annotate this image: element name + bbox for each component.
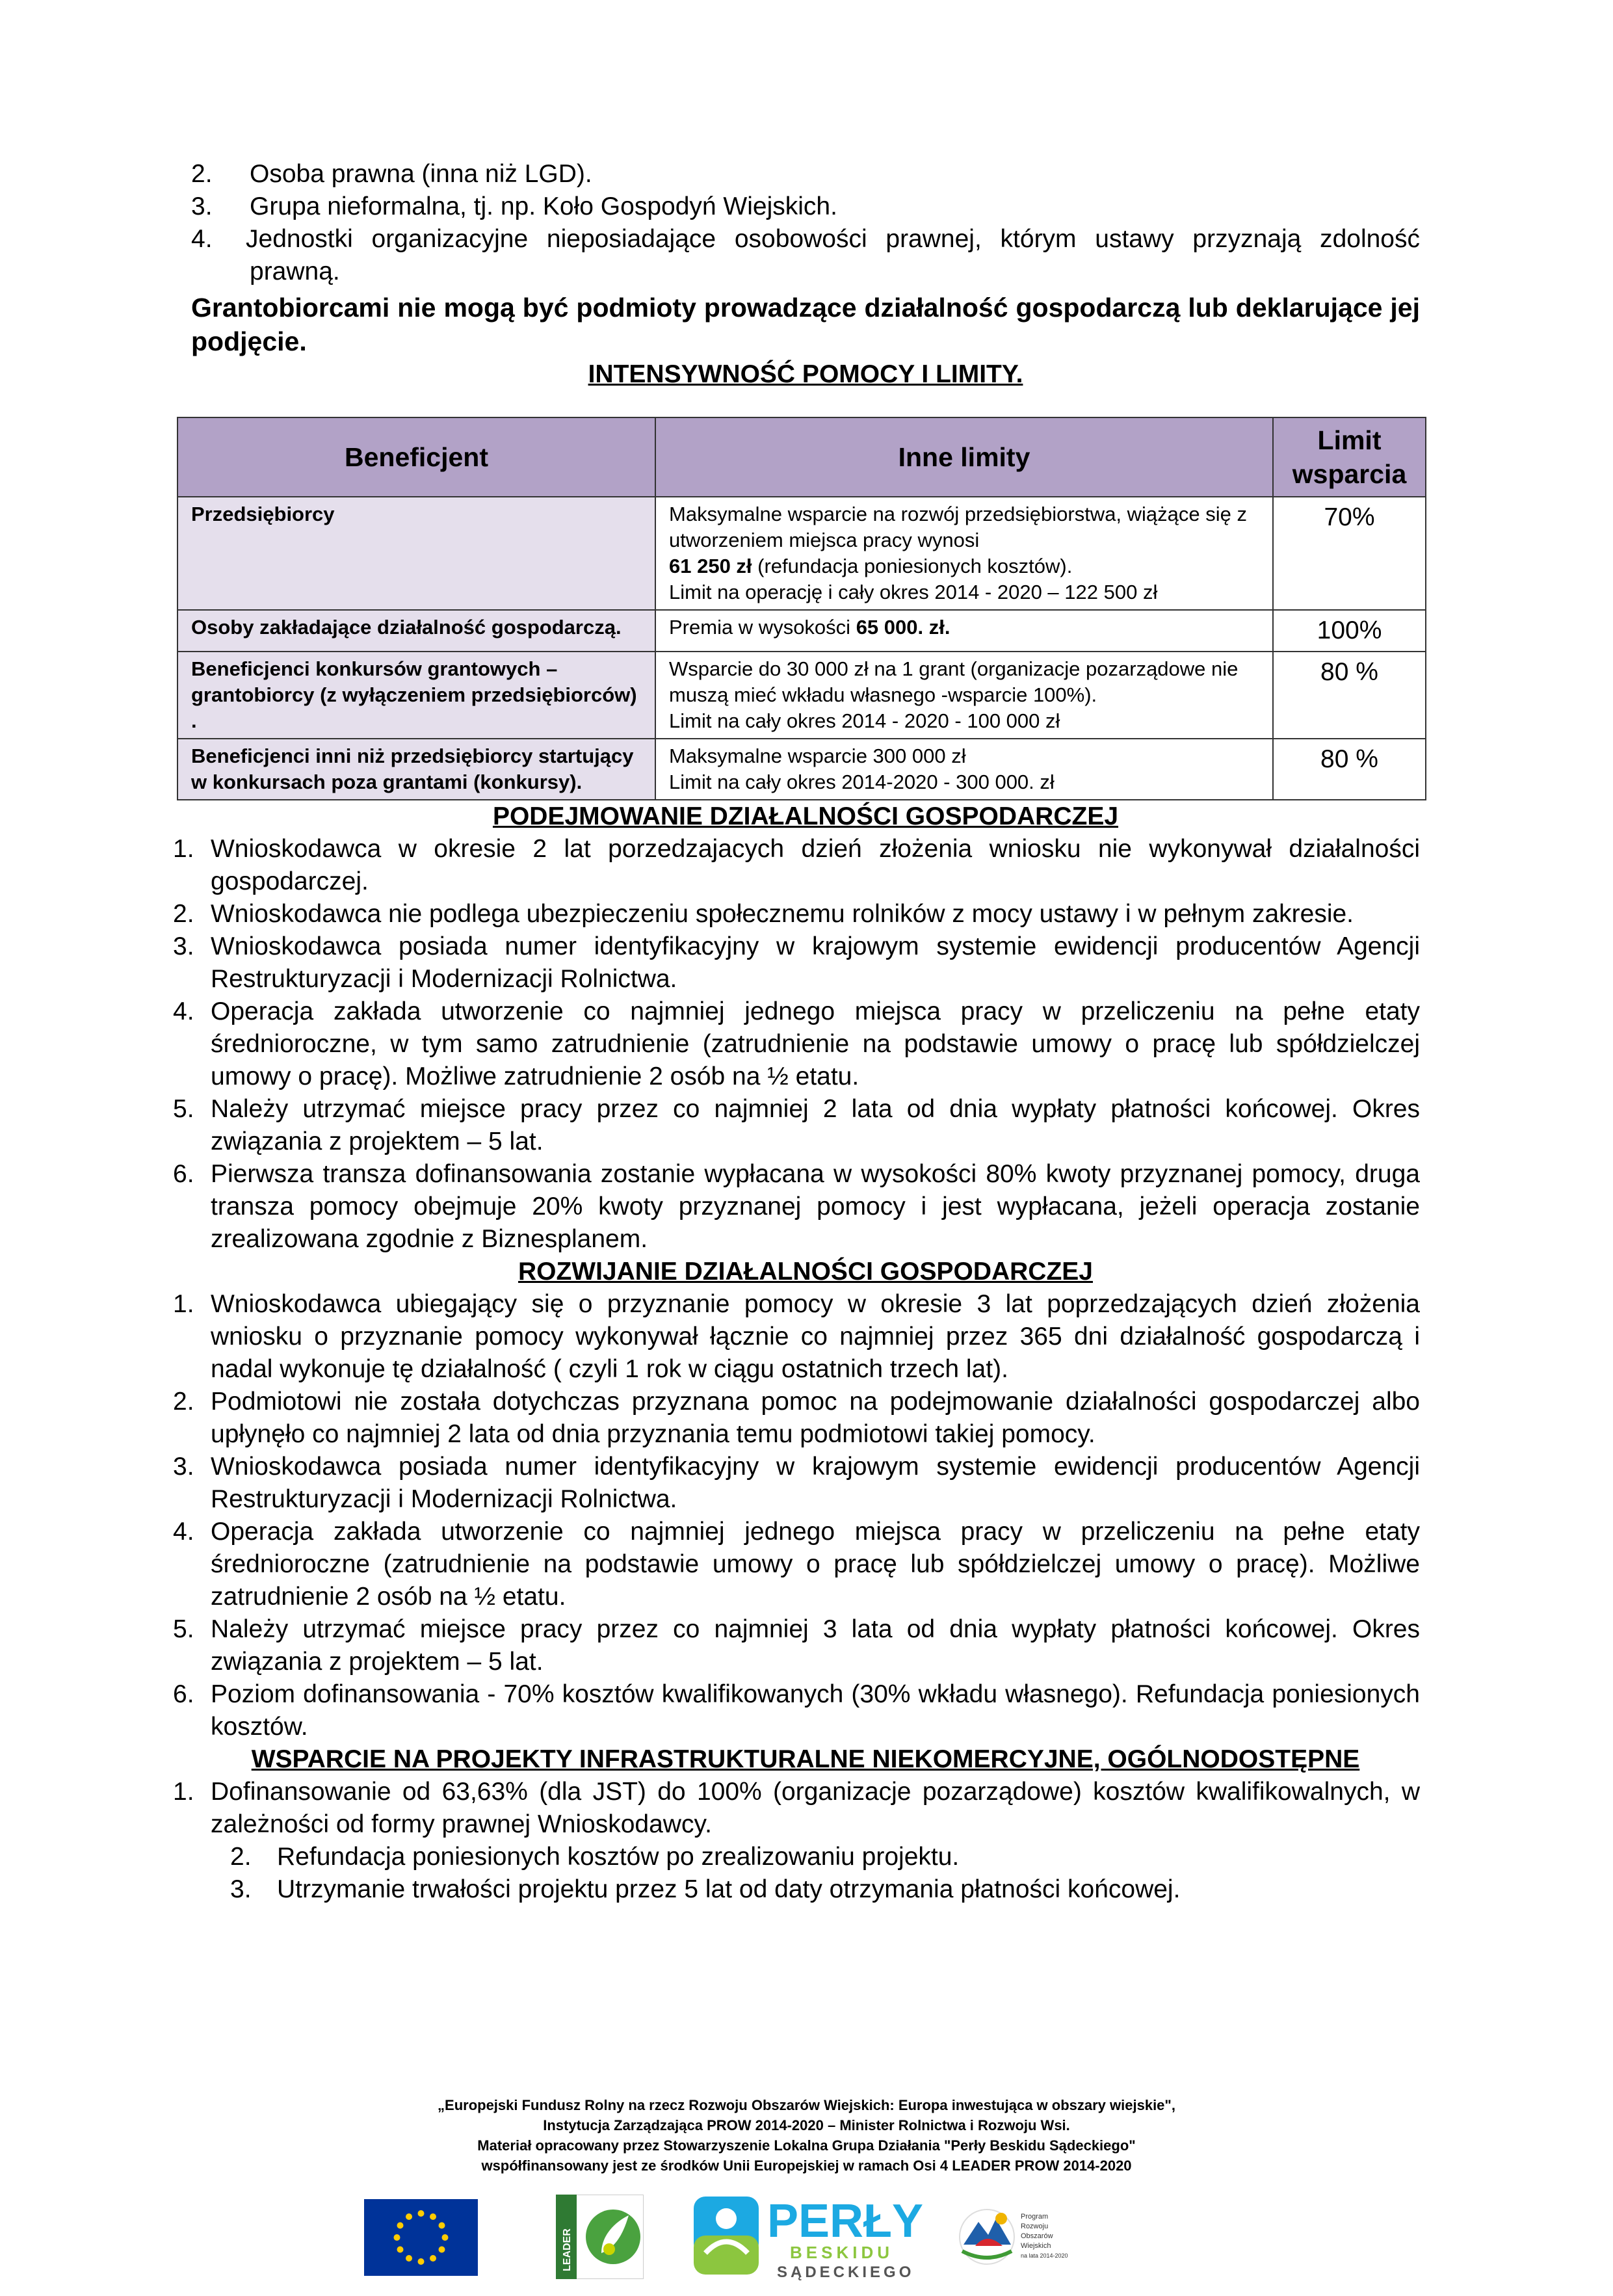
section3-list (173, 1776, 1420, 1841)
grant-note: Grantobiorcami nie mogą być podmioty prowadzące działalność gospodarczą lub deklarujące jej podjęcie. (191, 293, 1420, 356)
section2-list (173, 1288, 1420, 1743)
list-item (173, 1093, 1420, 1158)
list-item (173, 996, 1420, 1093)
list-item (173, 1158, 1420, 1256)
list-number: 3. (230, 1875, 252, 1903)
list-number: 3. (173, 1453, 194, 1481)
list-number: 1. (173, 1778, 194, 1806)
list-text: Poziom dofinansowania - 70% kosztów kwalifikowanych (30% wkładu własnego). Refundacja poniesionych kosztów. (211, 1680, 1420, 1741)
limits-cell (655, 610, 1273, 652)
limits-text: Maksymalne wsparcie 300 000 zł (669, 745, 966, 767)
list-item (173, 1386, 1420, 1451)
list-text: Jednostki organizacyjne nieposiadające osobowości prawnej, którym ustawy przyznają zdolność prawną. (246, 225, 1420, 285)
list-text: Wnioskodawca posiada numer identyfikacyjny w krajowym systemie ewidencji producentów Agencji Restrukturyzacji i Modernizacji Rolnictwa. (211, 932, 1420, 993)
list-item (191, 191, 1420, 223)
list-number: 4. (191, 225, 213, 253)
list-number: 2. (191, 160, 213, 188)
list-item (173, 833, 1420, 898)
support-limit-cell: 100% (1273, 610, 1426, 652)
limits-amount: 61 250 zł (669, 555, 752, 577)
section3-indented-list (230, 1841, 1420, 1906)
limits-cell (655, 739, 1273, 800)
perly-subtitle-2: SĄDECKIEGO (777, 2263, 915, 2281)
table-row (177, 610, 1426, 652)
list-item (191, 158, 1420, 191)
prow-label-line: Obszarów (1021, 2232, 1053, 2240)
list-text: Podmiotowi nie została dotychczas przyznana pomoc na podejmowanie działalności gospodarczej albo upłynęło co najmniej 2 lata od dnia przyznania temu podmiotowi takiej pomocy. (211, 1388, 1420, 1448)
table-row (177, 497, 1426, 610)
list-item (173, 1288, 1420, 1386)
prow-logo (956, 2199, 1079, 2274)
limits-text: Limit na cały okres 2014 - 2020 - 100 000 zł (669, 709, 1060, 732)
list-text: Pierwsza transza dofinansowania zostanie wypłacana w wysokości 80% kwoty przyznanej pomocy, druga transza pomocy obejmuje 20% kwoty przyznanej pomocy i jest wypłacana, jeżeli operacja zostanie zrealizowana zgodnie z Biznesplanem. (211, 1160, 1420, 1253)
limits-text: (refundacja poniesionych kosztów). (752, 555, 1073, 577)
section-heading: ROZWIJANIE DZIAŁALNOŚCI GOSPODARCZEJ (518, 1258, 1094, 1286)
list-number: 2. (173, 1388, 194, 1416)
section1-list (173, 833, 1420, 1256)
list-text: Wnioskodawca posiada numer identyfikacyjny w krajowym systemie ewidencji producentów Agencji Restrukturyzacji i Modernizacji Rolnictwa. (211, 1453, 1420, 1513)
table-heading: INTENSYWNOŚĆ POMOCY I LIMITY. (588, 360, 1023, 388)
list-text: Operacja zakłada utworzenie co najmniej jednego miejsca pracy w przeliczeniu na pełne etaty średnioroczne (zatrudnienie na podstawie umowy o pracę lub spółdzielczej umowy o pracę). Możliwe zatrudnienie 2 osób na ½ etatu. (211, 1518, 1420, 1611)
list-item (173, 1678, 1420, 1743)
list-item (191, 223, 1420, 288)
list-number: 4. (173, 997, 194, 1025)
table-header-row (177, 417, 1426, 497)
footer (0, 2095, 1613, 2176)
list-number: 3. (173, 932, 194, 960)
list-text: Należy utrzymać miejsce pracy przez co najmniej 2 lata od dnia wypłaty płatności końcowej. Okres związania z projektem – 5 lat. (211, 1095, 1420, 1155)
list-text: Utrzymanie trwałości projektu przez 5 lat od daty otrzymania płatności końcowej. (277, 1875, 1181, 1903)
list-number: 2. (230, 1843, 252, 1871)
limits-text: Limit na operację i cały okres 2014 - 2020 – 122 500 zł (669, 581, 1158, 603)
prow-label-line: Program (1021, 2213, 1049, 2221)
list-number: 1. (173, 1290, 194, 1318)
leader-logo (556, 2195, 644, 2279)
footer-line: współfinansowany jest ze środków Unii Europejskiej w ramach Osi 4 LEADER PROW 2014-2020 (481, 2157, 1132, 2174)
list-item (173, 898, 1420, 930)
limits-cell (655, 652, 1273, 739)
list-text: Dofinansowanie od 63,63% (dla JST) do 100% (organizacje pozarządowe) kosztów kwalifikowalnych, w zależności od formy prawnej Wnioskodawcy. (211, 1778, 1420, 1838)
list-number: 4. (173, 1518, 194, 1546)
footer-line: „Europejski Fundusz Rolny na rzecz Rozwoju Obszarów Wiejskich: Europa inwestująca w obszary wiejskie", (438, 2097, 1175, 2113)
list-number: 2. (173, 900, 194, 928)
list-item (173, 1451, 1420, 1516)
section-heading: PODEJMOWANIE DZIAŁALNOŚCI GOSPODARCZEJ (492, 802, 1119, 830)
perly-beskidu-logo (692, 2191, 930, 2286)
list-text: Wnioskodawca w okresie 2 lat porzedzajacych dzień złożenia wniosku nie wykonywał działalności gospodarczej. (211, 835, 1420, 895)
list-item (173, 930, 1420, 996)
list-item (230, 1873, 1420, 1906)
list-text: Wnioskodawca nie podlega ubezpieczeniu społecznemu rolników z mocy ustawy i w pełnym zakresie. (211, 900, 1354, 928)
beneficiary-cell: Beneficjenci inni niż przedsiębiorcy startujący w konkursach poza grantami (konkursy). (177, 739, 655, 800)
list-text: Grupa nieformalna, tj. np. Koło Gospodyń Wiejskich. (250, 192, 837, 220)
footer-line: Instytucja Zarządzająca PROW 2014-2020 – Minister Rolnictwa i Rozwoju Wsi. (543, 2117, 1070, 2133)
list-item (173, 1613, 1420, 1678)
limits-text: Maksymalne wsparcie na rozwój przedsiębiorstwa, wiążące się z utworzeniem miejsca pracy wynosi (669, 503, 1248, 551)
beneficiary-cell: Przedsiębiorcy (177, 497, 655, 610)
limits-amount: 65 000. zł. (856, 616, 951, 639)
prow-label-line: na lata 2014-2020 (1021, 2252, 1068, 2259)
beneficiary-cell: Osoby zakładające działalność gospodarczą. (177, 610, 655, 652)
limits-cell (655, 497, 1273, 610)
list-text: Refundacja poniesionych kosztów po zrealizowaniu projektu. (277, 1843, 960, 1871)
limits-text: Premia w wysokości (669, 616, 856, 639)
list-text: Osoba prawna (inna niż LGD). (250, 160, 592, 188)
logos-row (0, 2191, 1613, 2295)
perly-subtitle-1: BESKIDU (790, 2243, 894, 2262)
list-number: 5. (173, 1615, 194, 1643)
column-header: Beneficjent (177, 417, 655, 497)
eu-flag-logo (364, 2199, 478, 2276)
list-number: 5. (173, 1095, 194, 1123)
table-row (177, 739, 1426, 800)
section-heading: WSPARCIE NA PROJEKTY INFRASTRUKTURALNE NIEKOMERCYJNE, OGÓLNODOSTĘPNE (251, 1745, 1360, 1773)
list-item (173, 1776, 1420, 1841)
support-limit-cell: 80 % (1273, 652, 1426, 739)
column-header: Limit wsparcia (1273, 417, 1426, 497)
column-header: Inne limity (655, 417, 1273, 497)
limits-text: Wsparcie do 30 000 zł na 1 grant (organizacje pozarządowe nie muszą mieć wkładu własnego -wsparcie 100%). (669, 657, 1239, 706)
list-text: Wnioskodawca ubiegający się o przyznanie pomocy w okresie 3 lat poprzedzających dzień złożenia wniosku o przyznanie pomocy wykonywał łącznie co najmniej przez 365 dni działalność gospodarczą i nadal wykonuje tę działalność ( czyli 1 rok w ciągu ostatnich trzech lat). (211, 1290, 1420, 1383)
support-limit-cell: 80 % (1273, 739, 1426, 800)
list-text: Operacja zakłada utworzenie co najmniej jednego miejsca pracy w przeliczeniu na pełne etaty średnioroczne, w tym samo zatrudnienie (zatrudnienie na podstawie umowy o pracę lub spółdzielczej umowy o pracę). Możliwe zatrudnienie 2 osób na ½ etatu. (211, 997, 1420, 1090)
support-limit-cell: 70% (1273, 497, 1426, 610)
list-text: Należy utrzymać miejsce pracy przez co najmniej 3 lata od dnia wypłaty płatności końcowej. Okres związania z projektem – 5 lat. (211, 1615, 1420, 1676)
prow-label-line: Rozwoju (1021, 2223, 1049, 2230)
list-number: 3. (191, 192, 213, 220)
document-body (173, 158, 1420, 1906)
prow-label-line: Wiejskich (1021, 2242, 1051, 2250)
table-row (177, 652, 1426, 739)
beneficiary-cell: Beneficjenci konkursów grantowych – grantobiorcy (z wyłączeniem przedsiębiorców) . (177, 652, 655, 739)
limits-table (177, 417, 1426, 800)
list-number: 6. (173, 1680, 194, 1708)
leader-label: LEADER (562, 2228, 573, 2271)
perly-title: PERŁY (767, 2195, 924, 2247)
list-item (173, 1516, 1420, 1613)
list-number: 1. (173, 835, 194, 863)
footer-line: Materiał opracowany przez Stowarzyszenie Lokalna Grupa Działania "Perły Beskidu Sądeckiego" (477, 2137, 1136, 2154)
intro-list (191, 158, 1420, 288)
list-item (230, 1841, 1420, 1873)
limits-text: Limit na cały okres 2014-2020 - 300 000. zł (669, 771, 1055, 793)
list-number: 6. (173, 1160, 194, 1188)
